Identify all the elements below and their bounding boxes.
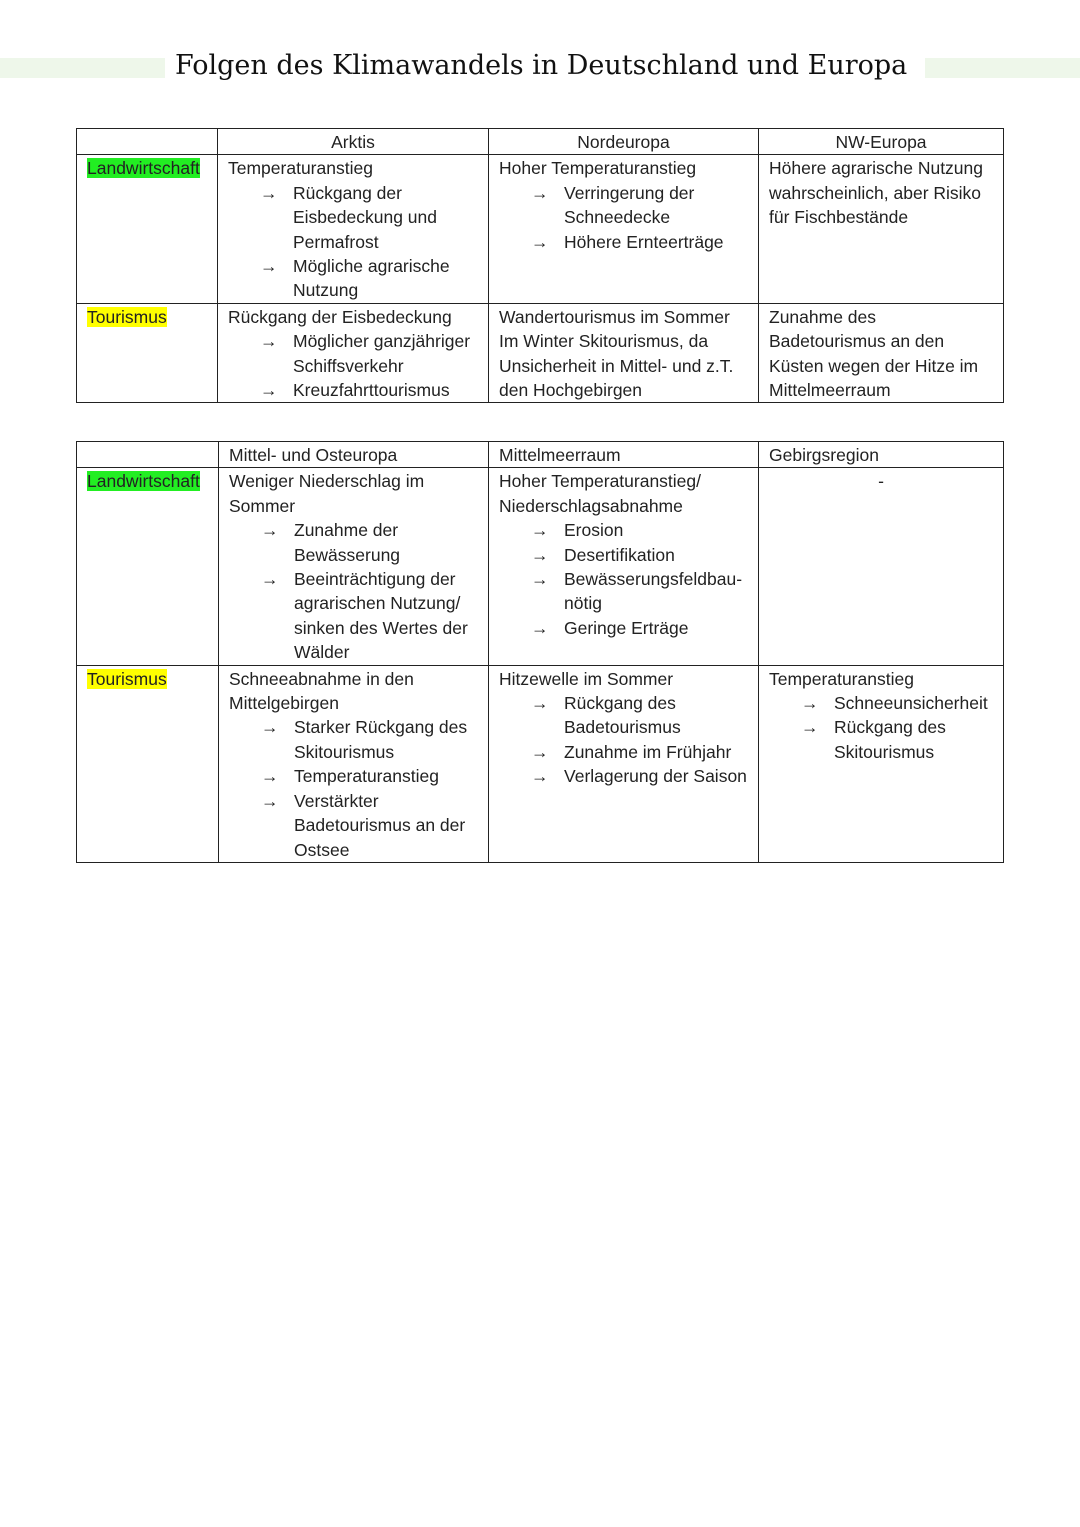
row-label-tourismus: Tourismus [87, 668, 167, 689]
bullet-text: Temperaturanstieg [294, 766, 439, 787]
arrow-bullet-item [531, 230, 748, 254]
arrow-bullet-item [531, 740, 748, 764]
arrow-right-icon: → [261, 717, 279, 738]
cell-gebirgsregion-landwirtschaft [759, 468, 1004, 665]
cell-arktis-tourismus [218, 303, 489, 403]
arrow-right-icon: → [531, 231, 549, 252]
table-row-tourismus [77, 665, 1004, 862]
header-nw-europa: NW-Europa [759, 129, 1004, 155]
arrow-right-icon: → [531, 544, 549, 565]
arrow-bullet-item [531, 518, 748, 542]
arrow-right-icon: → [801, 693, 819, 714]
arrow-right-icon: → [260, 182, 278, 203]
bullet-text: Beeinträchtigung der agrarischen Nutzung/ sinken des Wertes der Wälder [294, 569, 468, 663]
arrow-right-icon: → [261, 520, 279, 541]
arrow-right-icon: → [531, 617, 549, 638]
arrow-right-icon: → [531, 520, 549, 541]
arrow-right-icon: → [531, 741, 549, 762]
row-label-landwirtschaft: Landwirtschaft [87, 471, 200, 492]
arrow-bullet-item [261, 764, 478, 788]
cell-nordeuropa-tourismus [489, 303, 759, 403]
table-arktis-nordeuropa-nw-europa [76, 128, 1004, 403]
arrow-bullet-item [261, 518, 478, 567]
arrow-bullet-item [531, 764, 748, 788]
arrow-bullet-item [261, 789, 478, 862]
arrow-bullet-item [531, 543, 748, 567]
bullet-text: Verstärkter Badetourismus an der Ostsee [294, 790, 466, 860]
row-label-cell [77, 468, 219, 665]
page-title: Folgen des Klimawandels in Deutschland und Europa [165, 44, 925, 88]
arrow-bullet-list [228, 181, 478, 303]
cell-mittel-osteuropa-tourismus [219, 665, 489, 862]
bullet-text: Rückgang des Skitourismus [834, 717, 946, 762]
arrow-bullet-item [801, 715, 993, 764]
cell-text-line: Schneeabnahme in den Mittelgebirgen [229, 668, 414, 714]
arrow-right-icon: → [260, 256, 278, 277]
bullet-text: Mögliche agrarische Nutzung [293, 256, 450, 301]
table-row-landwirtschaft [77, 155, 1004, 303]
table-header-row [77, 442, 1004, 468]
cell-text-line: Temperaturanstieg [769, 668, 914, 689]
arrow-bullet-list [229, 518, 478, 664]
empty-dash: - [878, 471, 884, 492]
bullet-text: Verringerung der Schneedecke [564, 182, 695, 228]
cell-text-line: Hoher Temperaturanstieg/ Niederschlagsabnahme [499, 471, 702, 516]
row-label-cell [77, 303, 218, 403]
cell-text-line: Hoher Temperaturanstieg [499, 158, 697, 179]
arrow-right-icon: → [801, 717, 819, 738]
bullet-text: Rückgang des Badetourismus [564, 693, 681, 738]
arrow-bullet-item [260, 254, 478, 303]
bullet-text: Höhere Ernteerträge [564, 231, 724, 252]
arrow-bullet-item [531, 567, 748, 616]
bullet-text: Rückgang der Eisbedeckung und Permafrost [293, 182, 437, 252]
row-label-cell [77, 155, 218, 303]
bullet-text: Zunahme im Frühjahr [564, 741, 732, 762]
cell-text-line: Zunahme des Badetourismus an den Küsten wegen der Hitze im Mittelmeerraum [769, 306, 979, 401]
arrow-bullet-item [260, 378, 478, 402]
arrow-bullet-list [769, 691, 993, 764]
arrow-bullet-list [499, 518, 748, 640]
arrow-bullet-item [261, 567, 478, 665]
cell-mittelmeerraum-landwirtschaft [489, 468, 759, 665]
arrow-right-icon: → [261, 766, 279, 787]
bullet-text: Geringe Erträge [564, 617, 689, 638]
arrow-bullet-item [260, 329, 478, 378]
arrow-right-icon: → [531, 766, 549, 787]
cell-mittelmeerraum-tourismus [489, 665, 759, 862]
cell-text-line: Temperaturanstieg [228, 158, 373, 179]
arrow-bullet-item [531, 181, 748, 230]
arrow-bullet-list [228, 329, 478, 402]
table-row-landwirtschaft [77, 468, 1004, 665]
arrow-bullet-item [531, 691, 748, 740]
cell-text-line: Rückgang der Eisbedeckung [228, 306, 452, 327]
table-mittel-osteuropa-mittelmeer-gebirge [76, 441, 1004, 863]
arrow-right-icon: → [260, 331, 278, 352]
arrow-right-icon: → [260, 380, 278, 401]
cell-text-line: Weniger Niederschlag im Sommer [229, 471, 425, 516]
table-row-tourismus [77, 303, 1004, 403]
cell-nw-europa-tourismus [759, 303, 1004, 403]
cell-mittel-osteuropa-landwirtschaft [219, 468, 489, 665]
header-mittel-osteuropa: Mittel- und Osteuropa [219, 442, 489, 468]
bullet-text: Zunahme der Bewässerung [294, 520, 401, 565]
cell-text-line: Im Winter Skitourismus, da Unsicherheit in Mittel- und z.T. den Hochgebirgen [499, 331, 734, 401]
cell-text-line: Höhere agrarische Nutzung wahrscheinlich, aber Risiko für Fischbestände [769, 158, 984, 228]
arrow-bullet-item [261, 715, 478, 764]
arrow-right-icon: → [531, 693, 549, 714]
arrow-bullet-list [229, 715, 478, 861]
arrow-right-icon: → [261, 569, 279, 590]
row-label-cell [77, 665, 219, 862]
bullet-text: Bewässerungsfeldbau- nötig [564, 569, 743, 614]
header-arktis: Arktis [218, 129, 489, 155]
cell-nw-europa-landwirtschaft [759, 155, 1004, 303]
arrow-bullet-item [531, 616, 748, 640]
header-empty-cell [77, 129, 218, 155]
cell-text-line: Hitzewelle im Sommer [499, 668, 674, 689]
table-header-row [77, 129, 1004, 155]
arrow-right-icon: → [261, 790, 279, 811]
cell-arktis-landwirtschaft [218, 155, 489, 303]
bullet-text: Starker Rückgang des Skitourismus [294, 717, 468, 762]
bullet-text: Desertifikation [564, 544, 675, 565]
bullet-text: Schneeunsicherheit [834, 693, 988, 714]
cell-nordeuropa-landwirtschaft [489, 155, 759, 303]
cell-text-line: Wandertourismus im Sommer [499, 306, 730, 327]
header-mittelmeerraum: Mittelmeerraum [489, 442, 759, 468]
bullet-text: Möglicher ganzjähriger Schiffsverkehr [293, 331, 471, 376]
bullet-text: Kreuzfahrttourismus [293, 380, 450, 401]
arrow-bullet-item [260, 181, 478, 254]
bullet-text: Erosion [564, 520, 624, 541]
arrow-right-icon: → [531, 182, 549, 203]
header-nordeuropa: Nordeuropa [489, 129, 759, 155]
bullet-text: Verlagerung der Saison [564, 766, 747, 787]
arrow-right-icon: → [531, 569, 549, 590]
cell-gebirgsregion-tourismus [759, 665, 1004, 862]
arrow-bullet-list [499, 691, 748, 789]
arrow-bullet-item [801, 691, 993, 715]
arrow-bullet-list [499, 181, 748, 254]
row-label-landwirtschaft: Landwirtschaft [87, 158, 200, 179]
header-gebirgsregion: Gebirgsregion [759, 442, 1004, 468]
row-label-tourismus: Tourismus [87, 306, 167, 327]
header-empty-cell [77, 442, 219, 468]
